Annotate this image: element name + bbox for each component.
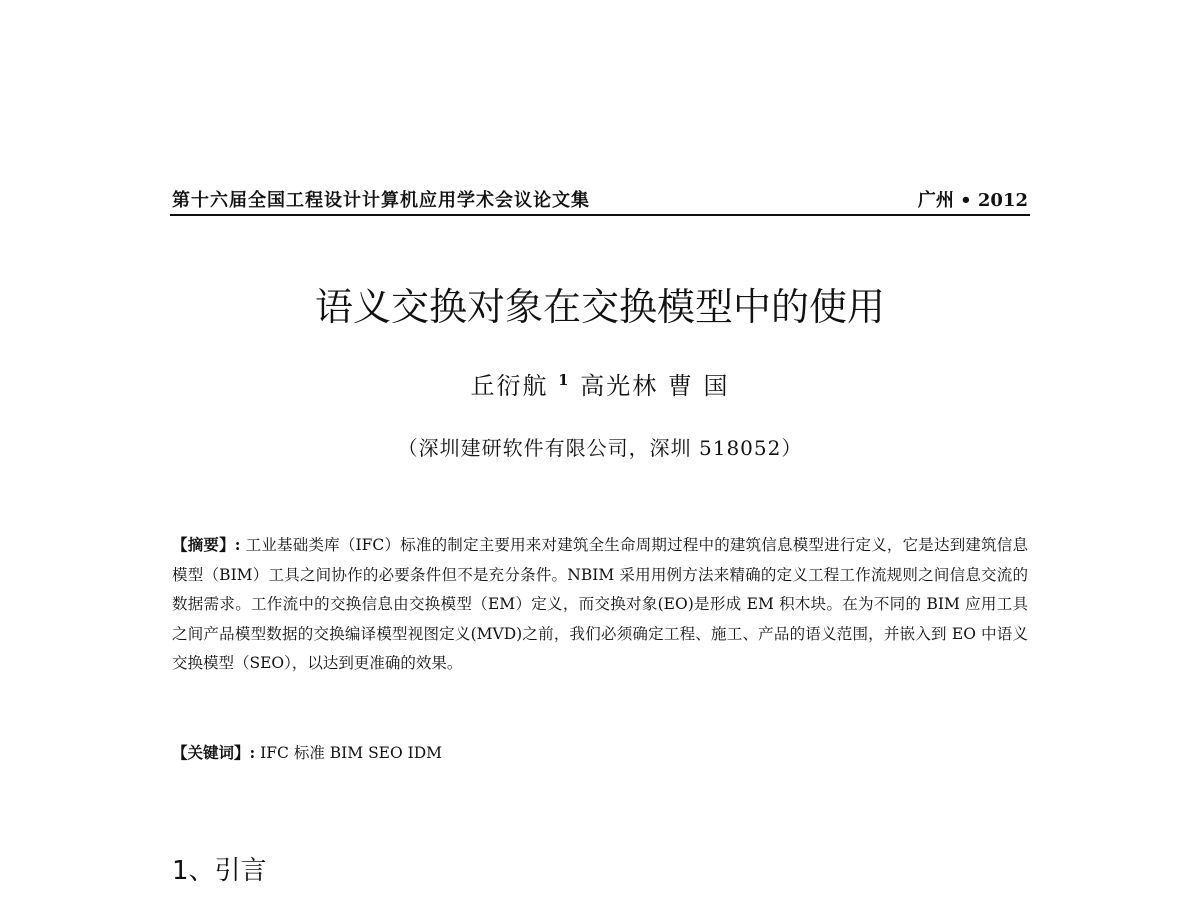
keywords-text: IFC 标准 BIM SEO IDM	[255, 744, 443, 762]
header-rule	[170, 214, 1030, 216]
authors	[0, 366, 1200, 401]
affiliation: （深圳建研软件有限公司，深圳 518052）	[397, 436, 803, 460]
author-others: 高光林 曹 国	[580, 372, 730, 400]
location-year: 广州 • 2012	[917, 190, 1028, 211]
author-first: 丘衍航	[470, 372, 549, 400]
keywords-label: 【关键词】:	[172, 743, 256, 762]
paper-title: 语义交换对象在交换模型中的使用	[314, 285, 885, 329]
abstract-text: 工业基础类库（IFC）标准的制定主要用来对建筑全生命周期过程中的建筑信息模型进行定义，它是达到建筑信息模型（BIM）工具之间协作的必要条件但不是充分条件。NBIM 采用用例方法来精确的定义工程工作流规则之间信息交流的数据需求。工作流中的交换信息由交换模型（EM）定义，而交换对象(EO)是形成 EM 积木块。在为不同的 BIM 应用工具之间产品模型数据的交换编译模型视图定义(MVD)之前，我们必须确定工程、施工、产品的语义范围，并嵌入到 EO 中语义交换模型（SEO），以达到更准确的效果。	[172, 536, 1028, 672]
keywords	[172, 741, 442, 763]
proceedings-header: 第十六届全国工程设计计算机应用学术会议论文集	[172, 190, 590, 211]
abstract-label: 【摘要】:	[172, 535, 241, 554]
abstract	[172, 530, 1028, 679]
section-heading: 1、引言	[172, 856, 267, 886]
author-superscript: 1	[558, 371, 571, 389]
